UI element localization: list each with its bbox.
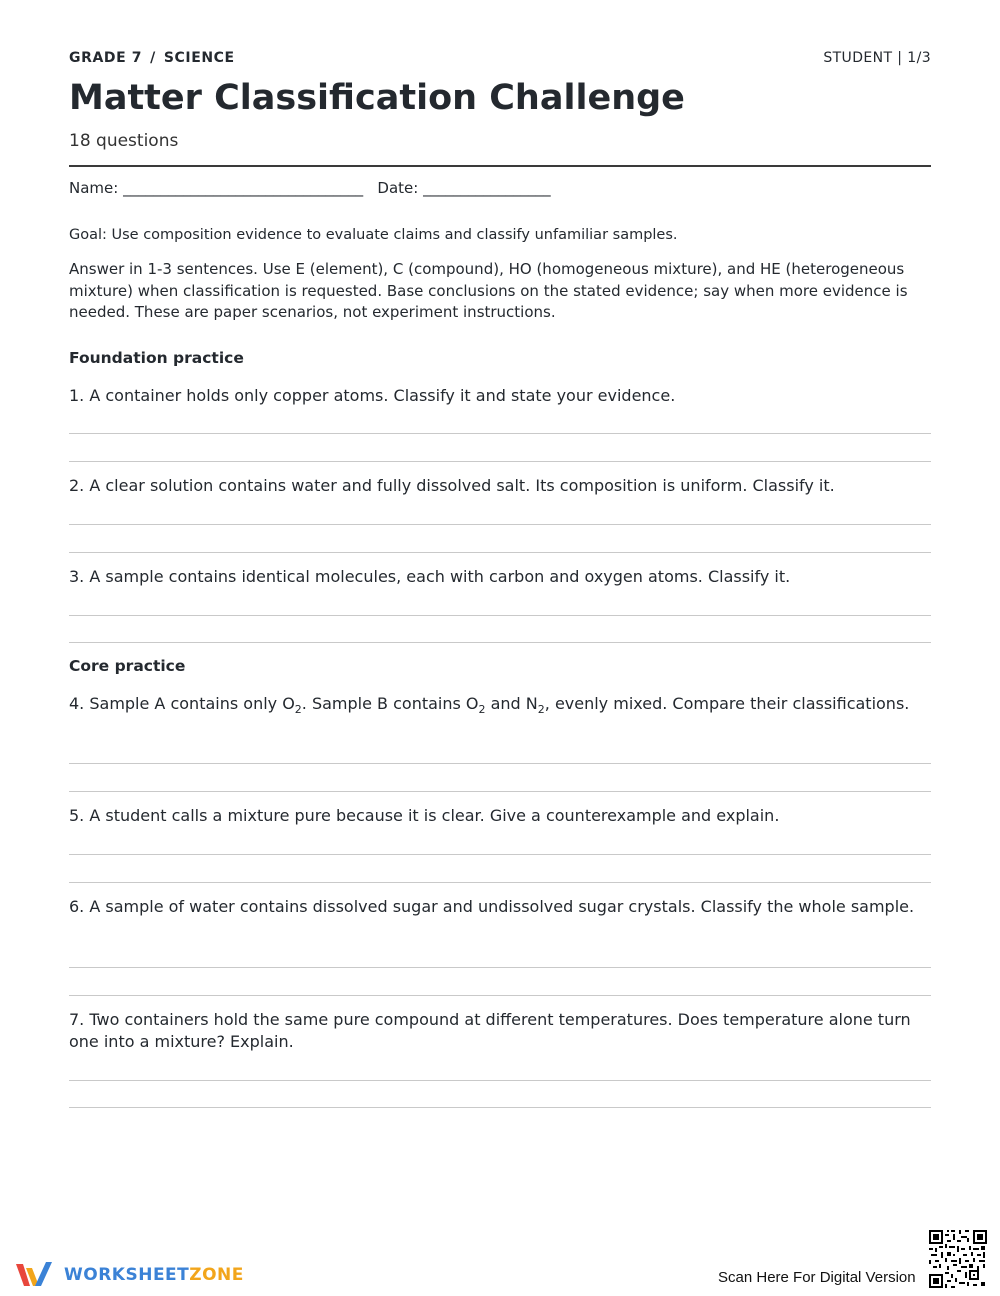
answer-line[interactable] bbox=[69, 1107, 931, 1108]
page-info: STUDENT | 1/3 bbox=[823, 50, 931, 66]
grade-subject-label bbox=[69, 50, 235, 66]
scan-caption: Scan Here For Digital Version bbox=[718, 1269, 916, 1286]
worksheetzone-logo[interactable] bbox=[14, 1258, 254, 1292]
grade-separator: / bbox=[150, 50, 156, 66]
logo-text-zone: ZONE bbox=[189, 1265, 244, 1285]
section-heading-foundation: Foundation practice bbox=[69, 349, 244, 367]
date-label: Date: bbox=[377, 179, 419, 197]
subscript: 2 bbox=[294, 703, 302, 716]
subscript: 2 bbox=[537, 703, 545, 716]
question-4-text: and N bbox=[485, 694, 538, 713]
answer-line[interactable] bbox=[69, 552, 931, 553]
question-4-text: 4. Sample A contains only O bbox=[69, 694, 295, 713]
goal-text: Goal: Use composition evidence to evaluate claims and classify unfamiliar samples. bbox=[69, 227, 678, 243]
answer-line[interactable] bbox=[69, 433, 931, 434]
question-2: 2. A clear solution contains water and fully dissolved salt. Its composition is uniform. Classify it. bbox=[69, 476, 835, 495]
header-bar bbox=[69, 50, 931, 70]
logo-wordmark bbox=[64, 1265, 244, 1285]
answer-line[interactable] bbox=[69, 763, 931, 764]
name-date-fields bbox=[69, 179, 551, 197]
answer-line[interactable] bbox=[69, 995, 931, 996]
question-4 bbox=[69, 693, 931, 715]
qr-code-icon[interactable] bbox=[929, 1230, 987, 1288]
question-count: 18 questions bbox=[69, 131, 179, 151]
logo-w-icon bbox=[14, 1258, 58, 1292]
answer-line[interactable] bbox=[69, 854, 931, 855]
subscript: 2 bbox=[478, 703, 486, 716]
answer-line[interactable] bbox=[69, 882, 931, 883]
question-3: 3. A sample contains identical molecules, each with carbon and oxygen atoms. Classify it. bbox=[69, 567, 791, 586]
subject-label: SCIENCE bbox=[163, 50, 235, 66]
instructions-text: Answer in 1-3 sentences. Use E (element), C (compound), HO (homogeneous mixture), and HE (heterogeneous mixture) when classification is requested. Base conclusions on the stated evidence; say when more evidence is needed. These are paper scenarios, not experiment instructions. bbox=[69, 260, 908, 321]
header-divider bbox=[69, 165, 931, 167]
answer-line[interactable] bbox=[69, 615, 931, 616]
section-heading-core: Core practice bbox=[69, 657, 186, 675]
logo-text-worksheet: WORKSHEET bbox=[64, 1265, 190, 1285]
answer-line[interactable] bbox=[69, 1080, 931, 1081]
page-title: Matter Classification Challenge bbox=[69, 78, 685, 118]
answer-line[interactable] bbox=[69, 642, 931, 643]
name-field[interactable]: ________________________________ bbox=[123, 179, 364, 197]
question-4-text: , evenly mixed. Compare their classifications. bbox=[544, 694, 910, 713]
answer-line[interactable] bbox=[69, 967, 931, 968]
question-6: 6. A sample of water contains dissolved sugar and undissolved sugar crystals. Classify the whole sample. bbox=[69, 897, 915, 916]
answer-line[interactable] bbox=[69, 524, 931, 525]
question-7: 7. Two containers hold the same pure compound at different temperatures. Does temperature alone turn one into a mixture? Explain. bbox=[69, 1010, 911, 1051]
name-label: Name: bbox=[69, 179, 119, 197]
question-5: 5. A student calls a mixture pure because it is clear. Give a counterexample and explain. bbox=[69, 806, 780, 825]
answer-line[interactable] bbox=[69, 791, 931, 792]
grade-label: GRADE 7 bbox=[69, 50, 143, 66]
question-4-text: . Sample B contains O bbox=[301, 694, 479, 713]
question-1: 1. A container holds only copper atoms. Classify it and state your evidence. bbox=[69, 386, 676, 405]
date-field[interactable]: _________________ bbox=[423, 179, 551, 197]
answer-line[interactable] bbox=[69, 461, 931, 462]
